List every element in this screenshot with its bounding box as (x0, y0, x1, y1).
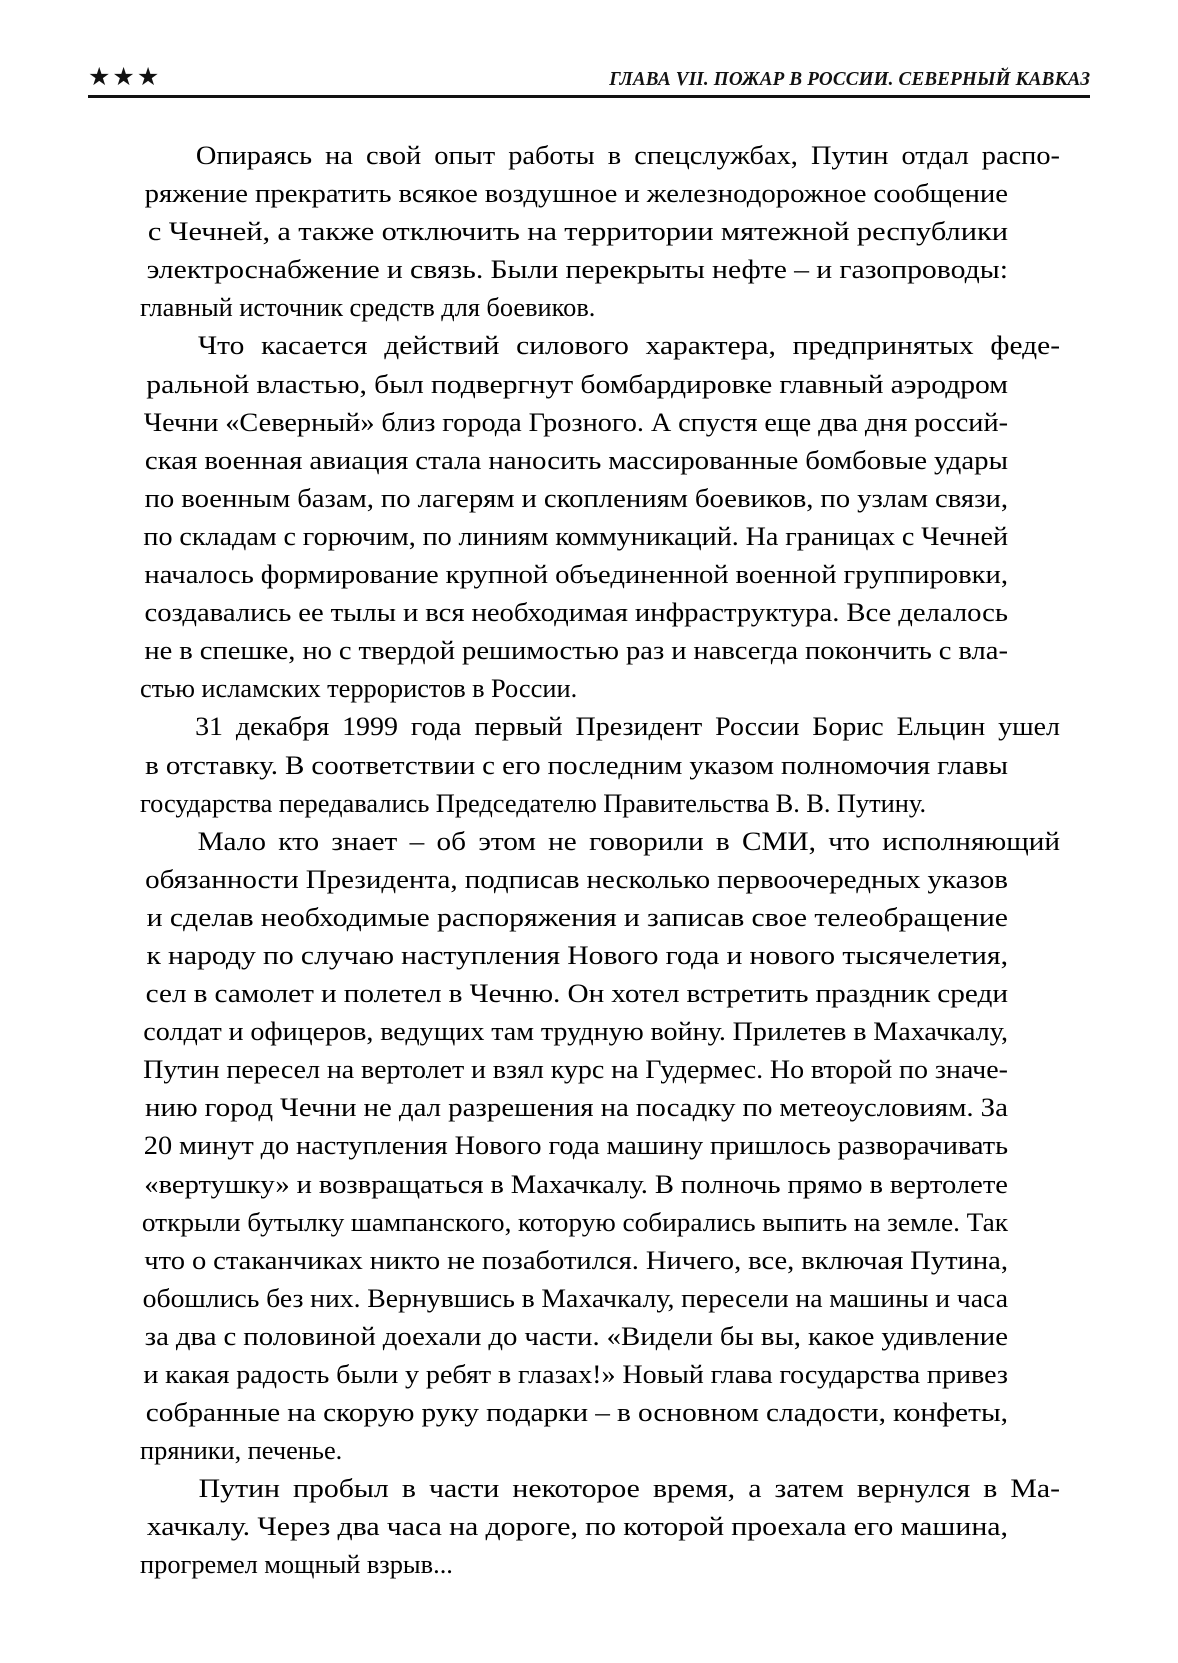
text-line: что о стаканчиках никто не позаботился. Ничего, все, включая Путина, (144, 1244, 1009, 1275)
text-line: главный источник средств для боевиков. (140, 292, 596, 323)
text-line: с Чечней, а также отключить на территории мятежной республики (147, 216, 1008, 247)
text-line: ская военная авиация стала наносить массированные бомбовые удары (144, 444, 1009, 475)
text-line: обязанности Президента, подписав несколько первоочередных указов (145, 863, 1008, 894)
text-line: не в спешке, но с твердой решимостью раз и навсегда покончить с вла- (144, 635, 1008, 666)
text-line: по складам с горючим, по линиям коммуникаций. На границах с Чечней (143, 520, 1008, 551)
body-text-block (88, 136, 1060, 1584)
paragraph-1 (88, 136, 1060, 326)
text-line: ряжение прекратить всякое воздушное и железнодорожное сообщение (144, 178, 1008, 209)
three-stars-ornament-icon: ★★★ (88, 62, 162, 91)
text-line: собранные на скорую руку подарки – в основном сладости, конфеты, (145, 1397, 1008, 1428)
text-line: открыли бутылку шампанского, которую собирались выпить на земле. Так (141, 1206, 1009, 1237)
text-line: Мало кто знает – об этом не говорили в СМИ, что исполняющий (197, 825, 1060, 856)
text-line: Чечни «Северный» близ города Грозного. А спустя еще два дня россий- (143, 406, 1008, 437)
text-line: началось формирование крупной объединенной военной группировки, (144, 559, 1008, 590)
text-line: стью исламских террористов в России. (140, 673, 578, 704)
text-line: электроснабжение и связь. Были перекрыты нефте – и газопроводы: (146, 254, 1009, 285)
paragraph-5 (88, 1469, 1060, 1583)
text-line: ральной властью, был подвергнут бомбардировке главный аэродром (146, 368, 1008, 399)
text-line: сел в самолет и полетел в Чечню. Он хотел встретить праздник среди (145, 978, 1008, 1009)
text-line: нию город Чечни не дал разрешения на посадку по метеоусловиям. За (145, 1092, 1008, 1123)
paragraph-2 (88, 326, 1060, 707)
text-line: по военным базам, по лагерям и скоплениям боевиков, по узлам связи, (144, 482, 1009, 513)
text-line: Опираясь на свой опыт работы в спецслужбах, Путин отдал распо- (195, 140, 1060, 170)
text-line: в отставку. В соответствии с его последним указом полномочия главы (145, 749, 1008, 780)
text-line: хачкалу. Через два часа на дороге, по которой проехала его машина, (146, 1511, 1008, 1542)
text-line: к народу по случаю наступления Нового года и нового тысячелетия, (146, 939, 1008, 970)
text-line: государства передавались Председателю Правительства В. В. Путину. (140, 787, 927, 818)
text-line: и какая радость были у ребят в глазах!» Новый глава государства привез (143, 1359, 1008, 1389)
chapter-title: ГЛАВА VII. ПОЖАР В РОССИИ. СЕВЕРНЫЙ КАВКАЗ (608, 67, 1090, 90)
text-line: прогремел мощный взрыв... (140, 1549, 453, 1580)
text-line: за два с половиной доехали до части. «Видели бы вы, какое удивление (144, 1320, 1008, 1351)
text-line: Путин пробыл в части некоторое время, а затем вернулся в Ма- (198, 1473, 1060, 1504)
text-line: и сделав необходимые распоряжения и записав свое телеобращение (146, 901, 1008, 932)
text-line: «вертушку» и возвращаться в Махачкалу. В полночь прямо в вертолете (144, 1168, 1008, 1199)
text-line: солдат и офицеров, ведущих там трудную войну. Прилетев в Махачкалу, (143, 1016, 1008, 1047)
text-line: обошлись без них. Вернувшись в Махачкалу, пересели на машины и часа (142, 1282, 1009, 1313)
text-line: 20 минут до наступления Нового года машину пришлось разворачивать (143, 1130, 1008, 1161)
text-line: создавались ее тылы и вся необходимая инфраструктура. Все делалось (144, 597, 1009, 628)
paragraph-4 (88, 822, 1060, 1470)
text-line: Что касается действий силового характера, предпринятых феде- (197, 330, 1060, 361)
paragraph-3 (88, 707, 1060, 821)
running-head (88, 52, 1090, 98)
text-line: Путин пересел на вертолет и взял курс на Гудермес. Но второй по значе- (143, 1054, 1009, 1085)
text-line: пряники, печенье. (140, 1435, 343, 1466)
text-line: 31 декабря 1999 года первый Президент России Борис Ельцин ушел (195, 711, 1060, 742)
